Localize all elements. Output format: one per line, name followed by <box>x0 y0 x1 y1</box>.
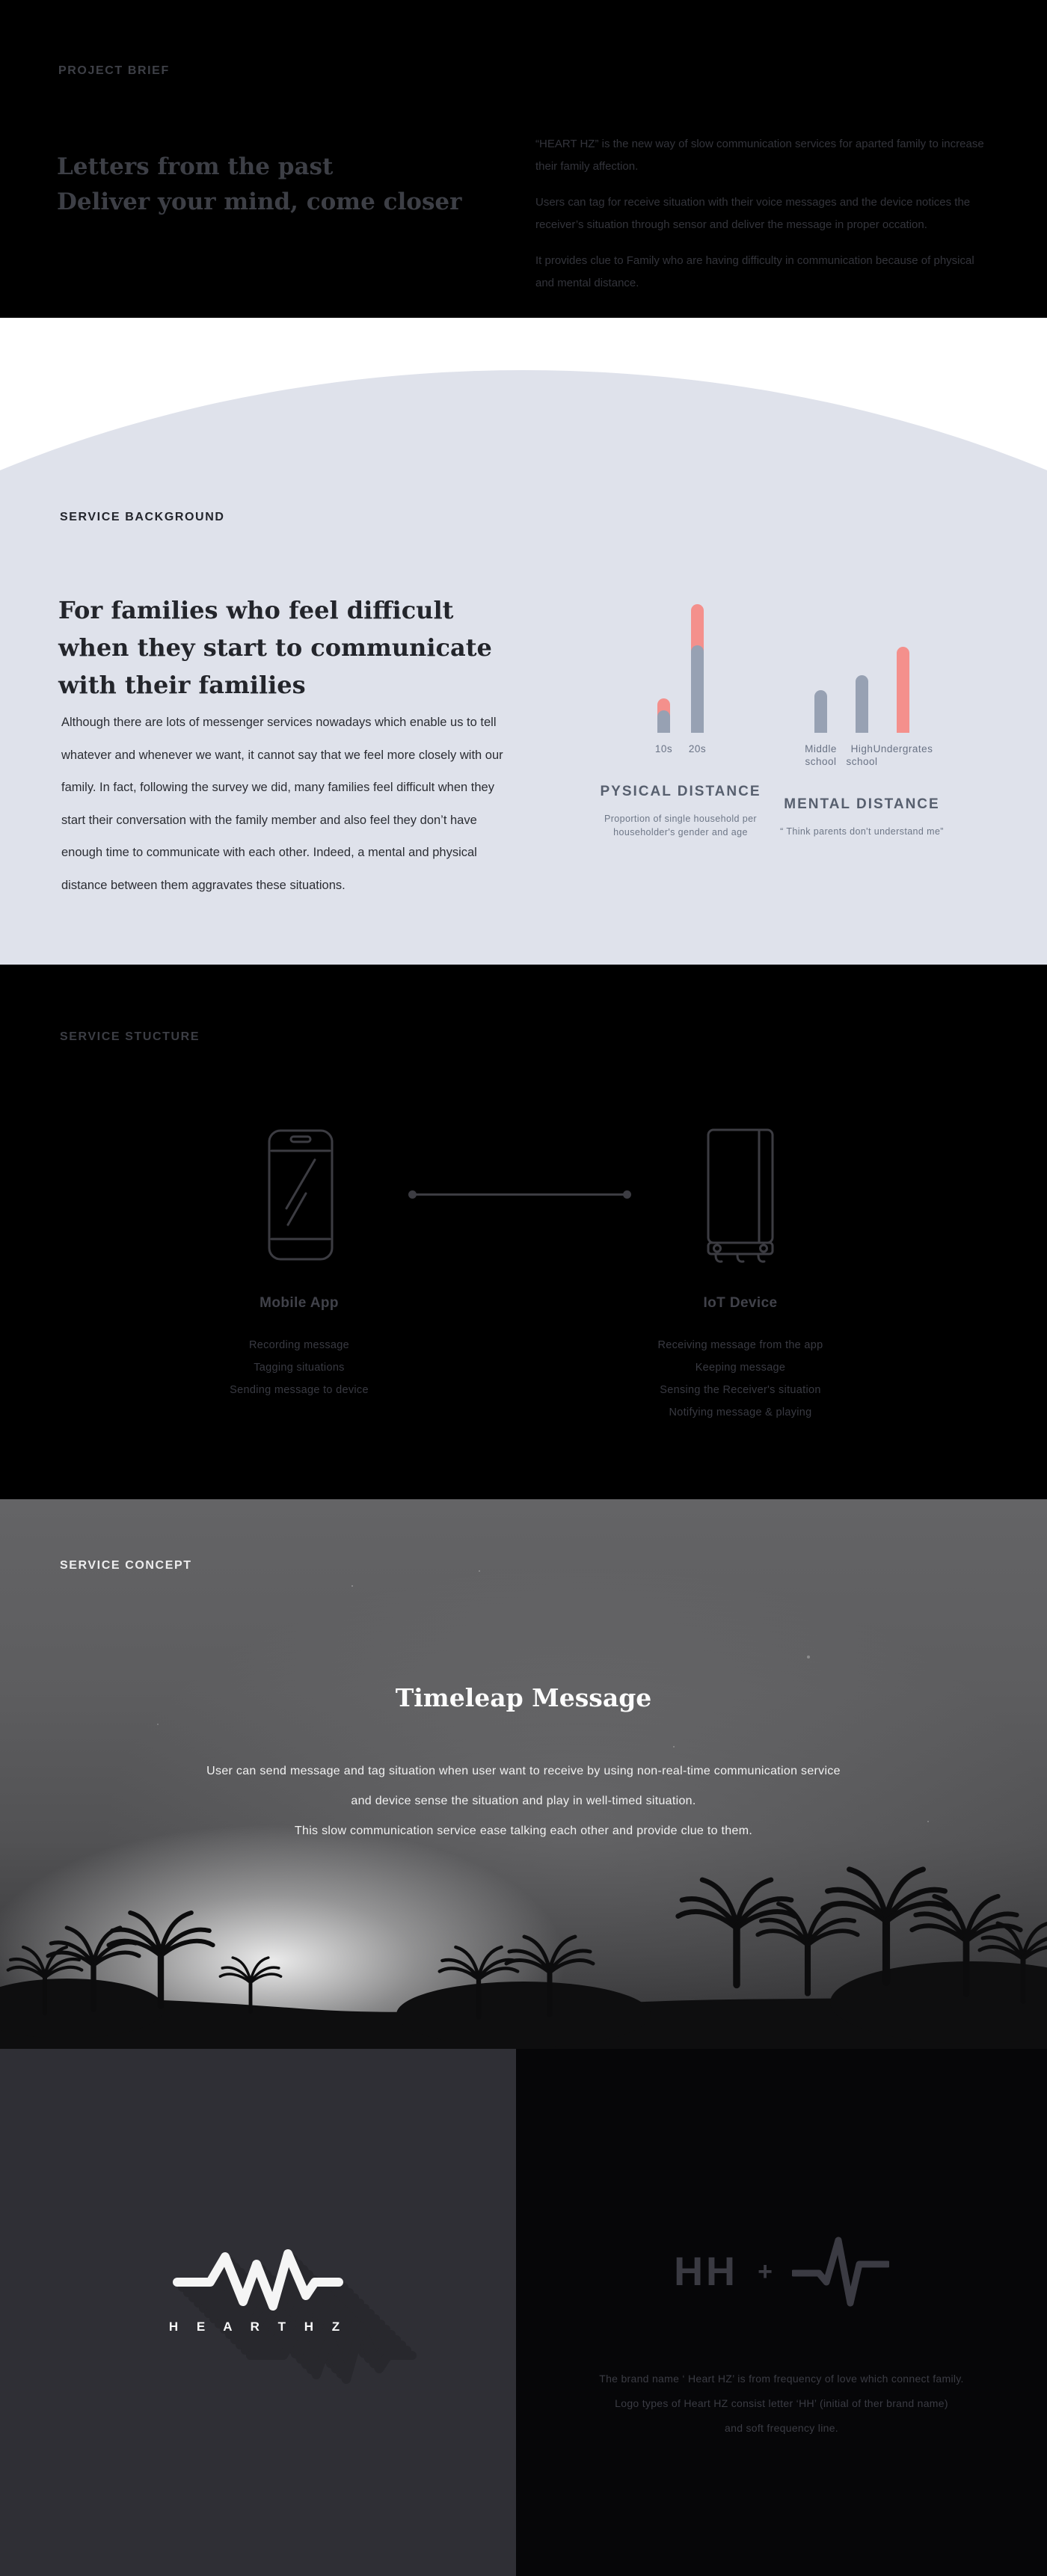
chart-bar-label: High school <box>846 743 878 767</box>
chart-bar <box>657 698 670 733</box>
chart-bar-cell <box>647 698 681 733</box>
concept-line: This slow communication service ease talking each other and provide clue to them. <box>294 1825 753 1837</box>
brief-paragraphs <box>535 133 993 308</box>
section-project-brief <box>0 0 1047 318</box>
chart-title: MENTAL DISTANCE <box>784 796 940 812</box>
list-item: Receiving message from the app <box>657 1339 823 1351</box>
chart-subtitle: Proportion of single household per householder's gender and age <box>604 814 757 837</box>
iot-device-feature-list <box>628 1334 853 1424</box>
list-item: Sensing the Receiver's situation <box>660 1384 821 1396</box>
chart-bar-cell <box>841 675 882 733</box>
chart-bar-label: Middle school <box>805 743 837 767</box>
section-branding <box>0 2049 1047 2576</box>
concept-title: Timeleap Message <box>395 1683 652 1712</box>
logo-explanation-panel <box>516 2049 1047 2576</box>
list-item: Recording message <box>248 1339 350 1351</box>
palm-trees-silhouette <box>0 1847 1047 2049</box>
chart-bar <box>856 675 868 733</box>
chart-axis-labels <box>767 743 957 768</box>
section-service-concept <box>0 1499 1047 2049</box>
project-brief-label: PROJECT BRIEF <box>58 64 170 77</box>
service-structure-label: SERVICE STUCTURE <box>60 1030 200 1043</box>
brief-paragraph: It provides clue to Family who are having difficulty in communication because of physical and mental distance. <box>535 254 974 289</box>
photo-grain-specks <box>0 1499 1 1501</box>
chart-bar-segment <box>657 710 670 733</box>
chart-physical-distance <box>598 604 763 839</box>
concept-line: and device sense the situation and play in well-timed situation. <box>351 1795 696 1807</box>
connection-line-icon <box>411 1193 628 1196</box>
smartphone-icon <box>268 1129 334 1261</box>
plus-sign: + <box>758 2257 773 2286</box>
chart-bar-label: Undergrates <box>873 743 933 754</box>
chart-bars <box>767 604 957 733</box>
list-item: Keeping message <box>695 1362 786 1374</box>
connection-dot-icon <box>623 1190 631 1199</box>
section-service-structure <box>0 965 1047 1499</box>
caption-line: Logo types of Heart HZ consist letter ‘HH’ (initial of ther brand name) <box>615 2397 948 2409</box>
logo-caption <box>516 2367 1047 2441</box>
caption-line: The brand name ‘ Heart HZ’ is from frequency of love which connect family. <box>599 2373 964 2385</box>
list-item: Tagging situations <box>254 1362 345 1374</box>
iot-device-icon <box>706 1128 775 1265</box>
service-concept-label: SERVICE CONCEPT <box>60 1559 192 1572</box>
logo-wordmark: H E A R T H Z <box>168 2320 348 2334</box>
logo-panel <box>0 2049 516 2576</box>
chart-bar <box>814 690 827 733</box>
brief-paragraph: “HEART HZ” is the new way of slow communication services for aparted family to increase their family affection. <box>535 138 984 173</box>
concept-body <box>0 1756 1047 1846</box>
chart-bar-cell <box>800 690 841 733</box>
list-item: Sending message to device <box>230 1384 369 1396</box>
mobile-app-title: Mobile App <box>260 1295 339 1311</box>
background-heading-line1: For families who feel difficult <box>58 596 454 624</box>
background-body-text: Although there are lots of messenger services nowadays which enable us to tell whatever and whenever we want, it cannot say that we feel more closely with our family. In fact, following the survey we did, many families feel difficult when they start their conversation with the family member and also feel they don’t have enough time to communicate with each other. Indeed, a mental and physical distance between them aggravates these situations. <box>61 716 503 892</box>
background-heading <box>58 591 492 704</box>
caption-line: and soft frequency line. <box>725 2422 838 2434</box>
mobile-app-feature-list <box>187 1334 411 1401</box>
chart-axis-labels <box>598 743 763 755</box>
chart-bar-label: 20s <box>688 743 707 754</box>
background-heading-line3: with their families <box>58 671 306 699</box>
brief-heading-line1: Letters from the past <box>57 153 334 180</box>
list-item: Notifying message & playing <box>669 1407 812 1418</box>
iot-device-title: IoT Device <box>703 1295 778 1311</box>
chart-mental-distance <box>767 604 957 838</box>
chart-bars <box>598 604 763 733</box>
chart-bar-label: 10s <box>654 743 673 754</box>
chart-bar <box>897 647 909 733</box>
chart-title: PYSICAL DISTANCE <box>600 784 761 799</box>
background-heading-line2: when they start to communicate <box>58 633 492 662</box>
service-background-label: SERVICE BACKGROUND <box>60 511 225 523</box>
chart-bar <box>691 604 704 733</box>
chart-bar-segment <box>691 645 704 733</box>
connection-dot-icon <box>408 1190 417 1199</box>
chart-bar-cell <box>681 604 714 733</box>
brief-heading-line2: Deliver your mind, come closer <box>57 188 462 215</box>
section-service-background <box>0 318 1047 965</box>
concept-line: User can send message and tag situation when user want to receive by using non-real-time communication service <box>206 1765 841 1777</box>
chart-bar-cell <box>882 647 924 733</box>
brief-heading <box>57 150 461 220</box>
frequency-pulse-icon <box>792 2236 889 2308</box>
logo-initials: HH <box>674 2249 739 2294</box>
brief-paragraph: Users can tag for receive situation with their voice messages and the device notices the receiver’s situation through sensor and deliver the message in proper occation. <box>535 196 971 231</box>
chart-subtitle: “ Think parents don't understand me” <box>780 826 944 837</box>
logo-formula <box>516 2236 1047 2308</box>
